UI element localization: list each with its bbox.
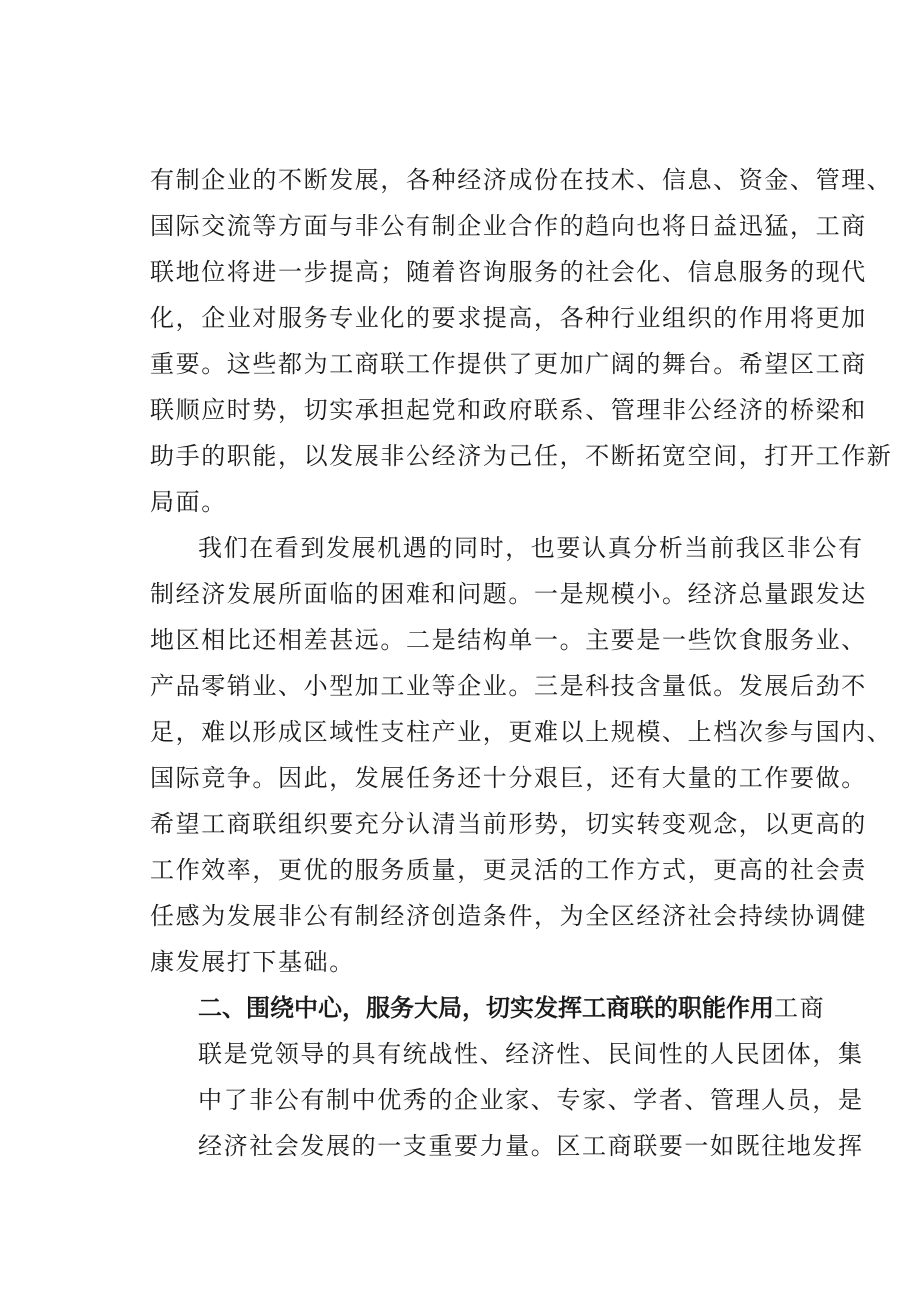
section-heading-tail: 工商: [774, 994, 826, 1022]
text-line: 中了非公有制中优秀的企业家、专家、学者、管理人员，是: [198, 1086, 864, 1114]
text-line: 联顺应时势，切实承担起党和政府联系、管理非公经济的桥梁和: [150, 396, 867, 424]
text-line: 希望工商联组织要充分认清当前形势，切实转变观念，以更高的: [150, 810, 867, 838]
text-line: 联地位将进一步提高；随着咨询服务的社会化、信息服务的现代: [150, 258, 867, 286]
text-line: 化，企业对服务专业化的要求提高，各种行业组织的作用将更加: [150, 304, 867, 332]
text-line: 重要。这些都为工商联工作提供了更加广阔的舞台。希望区工商: [150, 350, 867, 378]
text-line: 任感为发展非公有制经济创造条件，为全区经济社会持续协调健: [150, 902, 867, 930]
text-line: 国际交流等方面与非公有制企业合作的趋向也将日益迅猛，工商: [150, 212, 867, 240]
text-line: 有制企业的不断发展，各种经济成份在技术、信息、资金、管理、: [150, 166, 893, 194]
text-line: 局面。: [150, 488, 227, 516]
text-line: 工作效率，更优的服务质量，更灵活的工作方式，更高的社会责: [150, 856, 867, 884]
text-line: 联是党领导的具有统战性、经济性、民间性的人民团体，集: [198, 1040, 864, 1068]
section-heading: 二、围绕中心，服务大局，切实发挥工商联的职能作用: [198, 994, 774, 1022]
text-line: 产品零销业、小型加工业等企业。三是科技含量低。发展后劲不: [150, 672, 867, 700]
text-line: 助手的职能，以发展非公经济为己任，不断拓宽空间，打开工作新: [150, 442, 893, 470]
text-line: 地区相比还相差甚远。二是结构单一。主要是一些饮食服务业、: [150, 626, 867, 654]
text-line: 制经济发展所面临的困难和问题。一是规模小。经济总量跟发达: [150, 580, 867, 608]
text-line: 经济社会发展的一支重要力量。区工商联要一如既往地发挥: [198, 1132, 864, 1160]
text-line: 国际竞争。因此，发展任务还十分艰巨，还有大量的工作要做。: [150, 764, 867, 792]
text-line: 康发展打下基础。: [150, 948, 355, 976]
text-line: 我们在看到发展机遇的同时，也要认真分析当前我区非公有: [198, 534, 864, 562]
section-heading-line: [198, 988, 826, 1028]
text-line: 足，难以形成区域性支柱产业，更难以上规模、上档次参与国内、: [150, 718, 893, 746]
